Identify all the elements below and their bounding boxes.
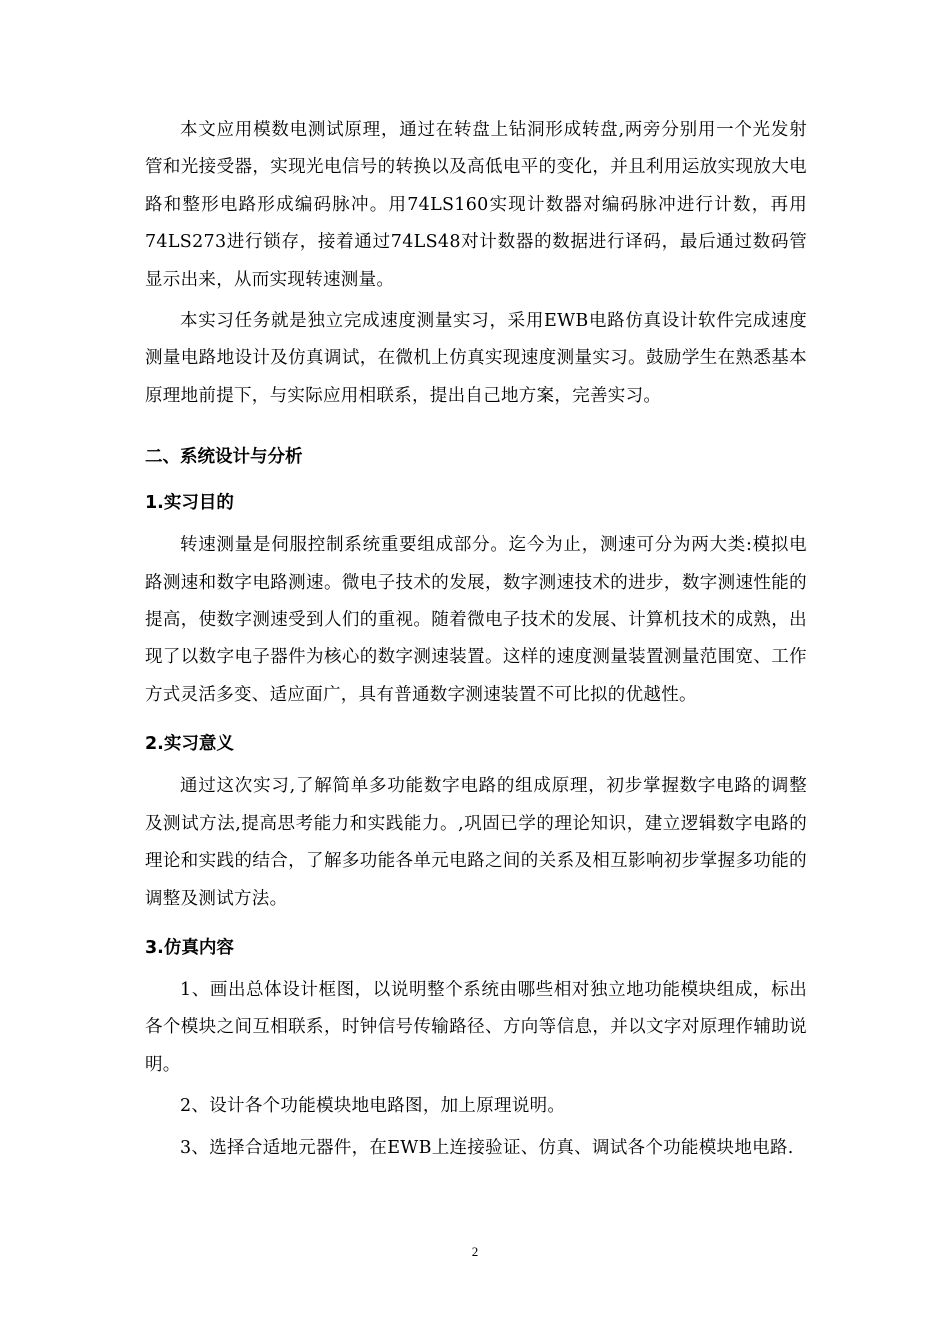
simulation-item-2: 2、设计各个功能模块地电路图，加上原理说明。 xyxy=(180,1096,566,1117)
section-heading-system-design: 二、系统设计与分析 xyxy=(145,447,303,468)
meaning-paragraph: 通过这次实习,了解简单多功能数字电路的组成原理，初步掌握数字电路的调整及测试方法,提高思考能力和实践能力。,巩固已学的理论知识，建立逻辑数字电路的理论和实践的结合，了解多功能各单元电路之间的关系及相互影响初步掌握多功能的调整及测试方法。 xyxy=(145,776,807,909)
intro-paragraph-2: 本实习任务就是独立完成速度测量实习，采用EWB电路仿真设计软件完成速度测量电路地设计及仿真调试，在微机上仿真实现速度测量实习。鼓励学生在熟悉基本原理地前提下，与实际应用相联系，提出自己地方案，完善实习。 xyxy=(145,311,807,406)
simulation-item-1: 1、画出总体设计框图，以说明整个系统由哪些相对独立地功能模块组成，标出各个模块之间互相联系，时钟信号传输路径、方向等信息，并以文字对原理作辅助说明。 xyxy=(145,979,807,1075)
subheading-meaning: 2.实习意义 xyxy=(145,734,234,755)
page-content xyxy=(145,112,807,1171)
subheading-purpose: 1.实习目的 xyxy=(145,493,234,514)
subheading-simulation-content: 3.仿真内容 xyxy=(145,937,234,958)
simulation-item-3: 3、选择合适地元器件，在EWB上连接验证、仿真、调试各个功能模块地电路. xyxy=(180,1137,794,1158)
intro-paragraph-1: 本文应用模数电测试原理，通过在转盘上钻洞形成转盘,两旁分别用一个光发射管和光接受器，实现光电信号的转换以及高低电平的变化，并且利用运放实现放大电路和整形电路形成编码脉冲。用74LS160实现计数器对编码脉冲进行计数，再用74LS273进行锁存，接着通过74LS48对计数器的数据进行译码，最后通过数码管显示出来，从而实现转速测量。 xyxy=(145,120,807,290)
page-number: 2 xyxy=(471,1244,479,1259)
purpose-paragraph: 转速测量是伺服控制系统重要组成部分。迄今为止，测速可分为两大类:模拟电路测速和数字电路测速。微电子技术的发展，数字测速技术的进步，数字测速性能的提高，使数字测速受到人们的重视。随着微电子技术的发展、计算机技术的成熟，出现了以数字电子器件为核心的数字测速装置。这样的速度测量装置测量范围宽、工作方式灵活多变、适应面广，具有普通数字测速装置不可比拟的优越性。 xyxy=(145,535,807,705)
